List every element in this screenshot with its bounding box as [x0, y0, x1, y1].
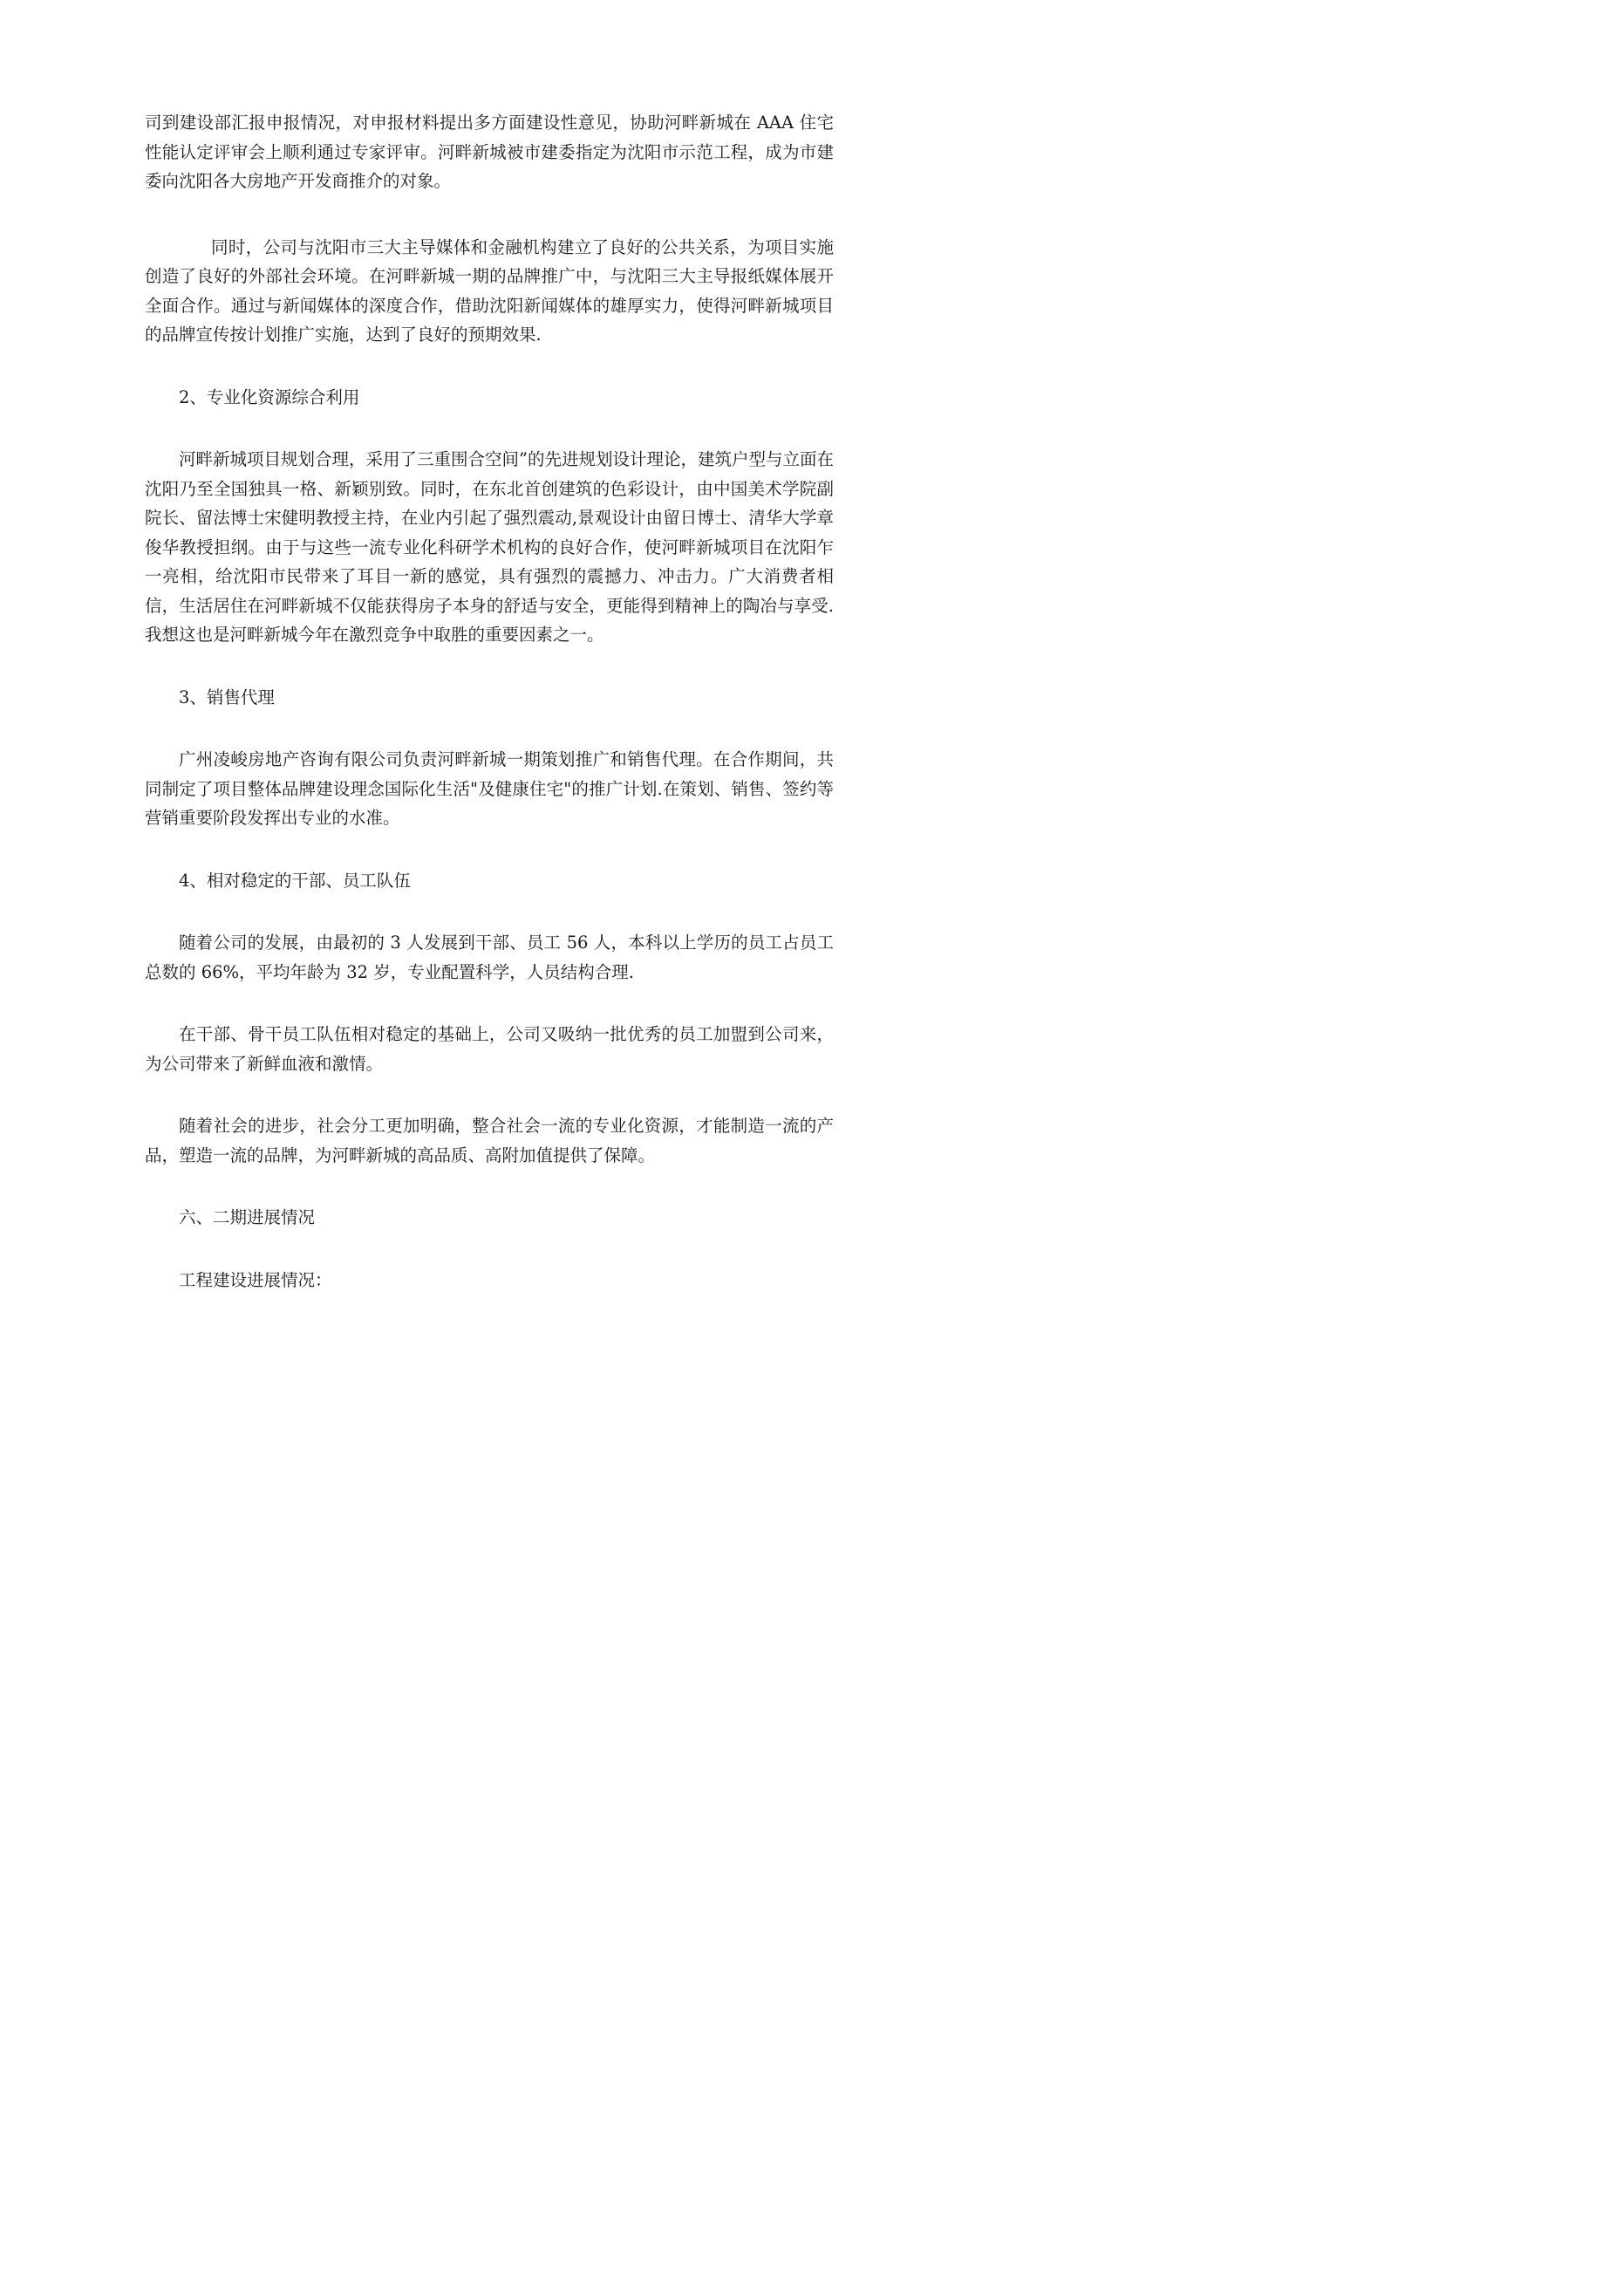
section-heading-phase-two: 六、二期进展情况 [179, 1207, 316, 1227]
paragraph-continuation: 司到建设部汇报申报情况，对申报材料提出多方面建设性意见，协助河畔新城在 AAA 住宅性能认定评审会上顺利通过专家评审。河畔新城被市建委指定为沈阳市示范工程，成为市建委向沈阳各大房地产开发商推介的对象。 [145, 113, 834, 191]
paragraph-planning: 河畔新城项目规划合理，采用了三重围合空间”的先进规划设计理论，建筑户型与立面在沈阳乃至全国独具一格、新颖别致。同时，在东北首创建筑的色彩设计，由中国美术学院副院长、留法博士宋健明教授主持，在业内引起了强烈震动,景观设计由留日博士、清华大学章俊华教授担纲。由于与这些一流专业化科研学术机构的良好合作，使河畔新城项目在沈阳乍一亮相，给沈阳市民带来了耳目一新的感觉，具有强烈的震撼力、冲击力。广大消费者相信，生活居住在河畔新城不仅能获得房子本身的舒适与安全，更能得到精神上的陶冶与享受.我想这也是河畔新城今年在激烈竞争中取胜的重要因素之一。 [145, 449, 834, 645]
paragraph-staff-growth: 在干部、骨干员工队伍相对稳定的基础上，公司又吸纳一批优秀的员工加盟到公司来，为公司带来了新鲜血液和激情。 [145, 1024, 834, 1074]
section-heading-resources: 2、专业化资源综合利用 [179, 386, 360, 407]
subheading-construction-progress: 工程建设进展情况： [179, 1269, 332, 1290]
section-heading-sales-agency: 3、销售代理 [179, 687, 275, 707]
document-body [145, 108, 834, 1295]
paragraph-staff-stats: 随着公司的发展，由最初的 3 人发展到干部、员工 56 人，本科以上学历的员工占员工总数的 66%，平均年龄为 32 岁，专业配置科学，人员结构合理. [145, 933, 834, 982]
document-page [0, 0, 968, 1370]
paragraph-public-relations: 同时，公司与沈阳市三大主导媒体和金融机构建立了良好的公共关系，为项目实施创造了良好的外部社会环境。在河畔新城一期的品牌推广中，与沈阳三大主导报纸媒体展开全面合作。通过与新闻媒体的深度合作，借助沈阳新闻媒体的雄厚实力，使得河畔新城项目的品牌宣传按计划推广实施，达到了良好的预期效果. [145, 236, 834, 345]
paragraph-sales-agency: 广州凌峻房地产咨询有限公司负责河畔新城一期策划推广和销售代理。在合作期间，共同制定了项目整体品牌建设理念国际化生活"及健康住宅"的推广计划.在策划、销售、签约等营销重要阶段发挥出专业的水准。 [145, 749, 834, 828]
section-heading-staff: 4、相对稳定的干部、员工队伍 [179, 870, 411, 891]
paragraph-social-progress: 随着社会的进步，社会分工更加明确，整合社会一流的专业化资源，才能制造一流的产品，塑造一流的品牌，为河畔新城的高品质、高附加值提供了保障。 [145, 1116, 834, 1165]
